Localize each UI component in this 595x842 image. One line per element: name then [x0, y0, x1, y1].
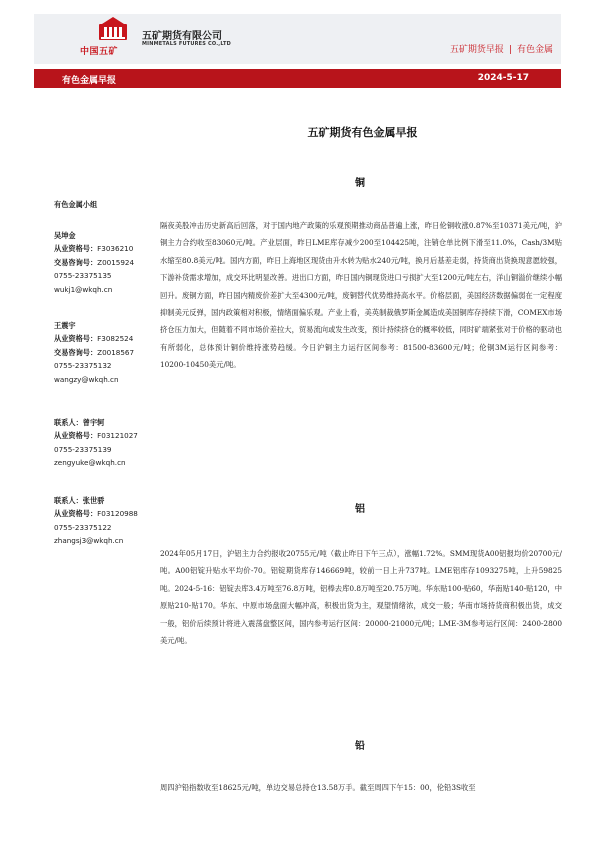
advisor-label: 交易咨询号： — [54, 257, 98, 267]
company-name-cn: 五矿期货有限公司 — [142, 31, 222, 42]
header-breadcrumb — [450, 42, 553, 55]
contact-card — [54, 496, 174, 550]
report-banner — [34, 69, 561, 88]
contact-phone: 0755-23375132 — [54, 361, 112, 371]
contact-name: 吴坤金 — [54, 231, 76, 240]
contact-card — [54, 231, 174, 298]
contact-email[interactable]: zengyuke@wkqh.cn — [54, 458, 126, 468]
section-body-aluminium: 2024年05月17日，沪铝主力合约报收20755元/吨（截止昨日下午三点），涨幅1.72%。SMM现货A00铝报均价20700元/吨。A00铝锭升贴水平均价-70。铝锭期货库存146669吨，较前一日上升737吨。LME铝库存1093275吨，上升59825吨。2024-5-16：铝锭去库3.4万吨至76.8万吨，铝棒去库0.8万吨至20.75万吨。华东贴100-贴60，华南贴140-贴120，中原贴210-贴170。华东、中原市场盘面大幅冲高，积极出货为主，观望情绪浓，成交一般；华南市场持货商积极出货，成交一般，铝价后续预计将进入震荡盘整区间，国内参考运行区间：20000-21000元/吨；LME-3M参考运行区间：2400-2800美元/吨。 — [160, 549, 562, 646]
contact-email[interactable]: zhangsj3@wkqh.cn — [54, 536, 124, 546]
report-name: 五矿期货早报 — [449, 45, 504, 55]
breadcrumb-separator: | — [508, 45, 512, 55]
contact-email[interactable]: wukj1@wkqh.cn — [54, 284, 113, 294]
contact-name: 王震宇 — [54, 321, 76, 330]
section-heading-copper: 铜 — [355, 178, 365, 189]
logo-text: 中国五矿 — [80, 47, 119, 57]
company-name-en: MINMETALS FUTURES CO.,LTD — [142, 41, 231, 47]
contact-card — [54, 418, 174, 472]
section-heading-aluminium: 铝 — [355, 504, 365, 515]
contact-card — [54, 321, 174, 388]
section-heading-lead: 铅 — [355, 741, 365, 752]
section-body-copper: 隔夜美股冲击历史新高后回落，对于国内地产政策的乐观预期推动商品普遍上涨，昨日伦铜收涨0.87%至10371美元/吨，沪铜主力合约收至83060元/吨。产业层面，昨日LME库存减少200至104425吨，注销仓单比例下滑至11.0%，Cash/3M贴水缩至80.8美元/吨。国内方面，昨日上海地区现货由升水转为贴水240元/吨，换月后基差走弱，持货商出货换现意愿较强，下游补货需求增加，成交环比明显改善。进出口方面，昨日国内铜现货进口亏损扩大至1200元/吨左右，洋山铜溢价继续小幅回升。废铜方面，昨日国内精废价差扩大至4300元/吨，废铜替代优势维持高水平。价格层面，美国经济数据偏弱在一定程度抑制美元反弹，国内政策相对积极，情绪面偏乐观。产业上看，美英制裁俄罗斯金属造成美国铜库存持续下滑，COMEX市场挤仓压力加大，但随着不同市场价差拉大，贸易流向或发生改变，预计持续挤仓的概率较低，同时矿端紧张对于价格的驱动也有所弱化，总体预计铜价维持涨势趋缓。今日沪铜主力运行区间参考：81500-83600元/吨；伦铜3M运行区间参考：10200-10450美元/吨。 — [160, 221, 562, 370]
minmetals-logo-icon — [98, 16, 128, 42]
contact-name: 联系人：张世骄 — [54, 496, 105, 505]
contact-phone: 0755-23375139 — [54, 444, 112, 454]
contact-name: 联系人：曾宇轲 — [54, 418, 105, 427]
document-title — [0, 124, 595, 140]
advisor-label: 交易咨询号： — [54, 347, 98, 357]
license-label: 从业资格号： — [54, 509, 98, 519]
license-label: 从业资格号： — [54, 431, 98, 441]
banner-date: 2024-5-17 — [477, 73, 529, 83]
contact-phone: 0755-23375122 — [54, 522, 112, 532]
advisor-number: Z0015924 — [97, 257, 135, 267]
license-number: F03121027 — [97, 431, 138, 441]
banner-title: 有色金属早报 — [62, 76, 117, 86]
contact-phone: 0755-23375135 — [54, 271, 112, 281]
license-number: F3082524 — [97, 334, 134, 344]
report-category: 有色金属 — [516, 45, 553, 55]
license-number: F03120988 — [97, 509, 138, 519]
contact-email[interactable]: wangzy@wkqh.cn — [54, 374, 119, 384]
license-label: 从业资格号： — [54, 334, 98, 344]
section-body-lead: 周四沪铅指数收至18625元/吨，单边交易总持仓13.58万手。截至周四下午15：00，伦铅3S收至 — [160, 783, 476, 792]
team-label: 有色金属小组 — [54, 200, 98, 209]
page-header — [34, 14, 561, 64]
advisor-number: Z0018567 — [97, 347, 135, 357]
license-number: F3036210 — [97, 244, 134, 254]
document-title-text: 五矿期货有色金属早报 — [307, 126, 418, 139]
license-label: 从业资格号： — [54, 244, 98, 254]
